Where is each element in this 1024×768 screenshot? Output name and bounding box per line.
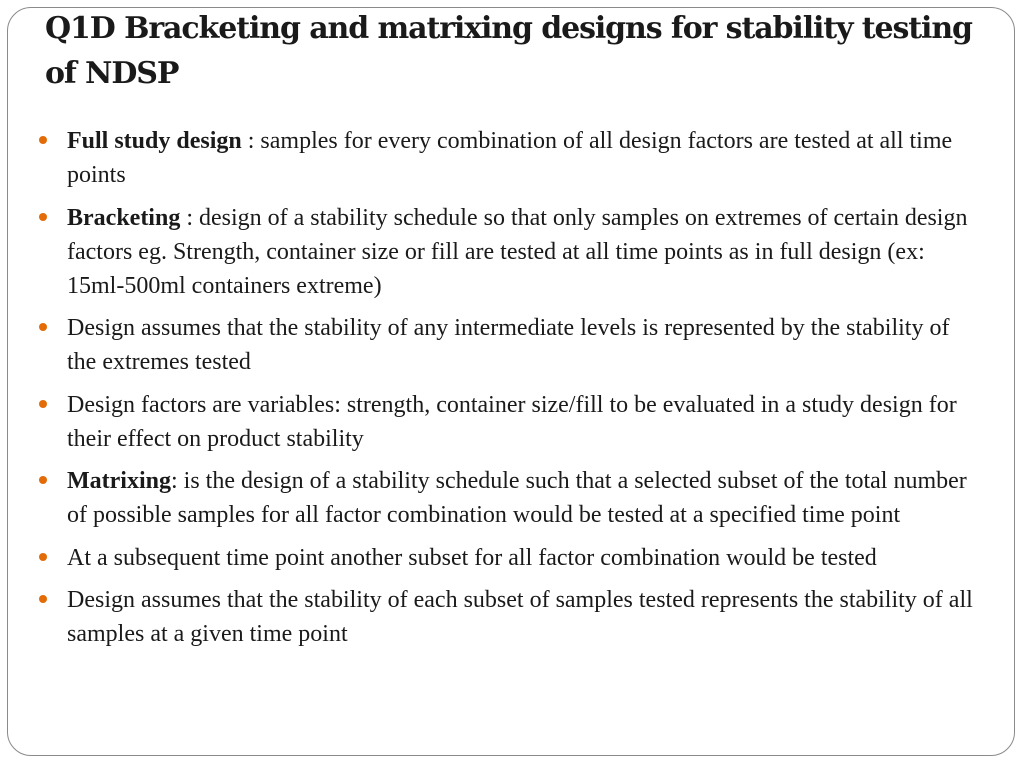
bullet-term: Full study design <box>67 128 242 154</box>
bullet-text: : samples for every combination of all design factors are tested at all time points <box>67 128 953 188</box>
bullet-term: Matrixing <box>67 468 171 494</box>
bullet-item <box>34 541 984 575</box>
bullet-item <box>34 311 984 379</box>
bullet-text: : is the design of a stability schedule such that a selected subset of the total number of possible samples for all factor combination would be tested at a specified time point <box>67 468 967 528</box>
slide-title: Q1D Bracketing and matrixing designs for stability testing of NDSP <box>45 11 972 91</box>
bullet-dot-icon <box>39 553 47 561</box>
bullet-item <box>34 464 984 532</box>
bullet-dot-icon <box>39 136 47 144</box>
bullet-dot-icon <box>39 400 47 408</box>
bullet-item <box>34 388 984 456</box>
bullet-item <box>34 583 984 651</box>
bullet-text: Design assumes that the stability of any intermediate levels is represented by the stability of the extremes tested <box>67 315 950 375</box>
bullet-dot-icon <box>39 595 47 603</box>
bullet-item <box>34 201 984 303</box>
bullet-item <box>34 124 984 192</box>
bullet-text: Design assumes that the stability of each subset of samples tested represents the stability of all samples at a given time point <box>67 587 973 647</box>
bullet-term: Bracketing <box>67 204 181 231</box>
bullet-text: At a subsequent time point another subset for all factor combination would be tested <box>67 544 877 571</box>
bullet-dot-icon <box>39 476 47 484</box>
bullet-list <box>34 124 984 660</box>
bullet-text: : design of a stability schedule so that only samples on extremes of certain design factors eg. Strength, container size or fill are tested at all time points as in full design (ex: 15ml-500ml containers extreme) <box>67 204 968 299</box>
bullet-text: Design factors are variables: strength, container size/fill to be evaluated in a study design for their effect on product stability <box>67 391 957 452</box>
bullet-dot-icon <box>39 213 47 221</box>
bullet-dot-icon <box>39 323 47 331</box>
